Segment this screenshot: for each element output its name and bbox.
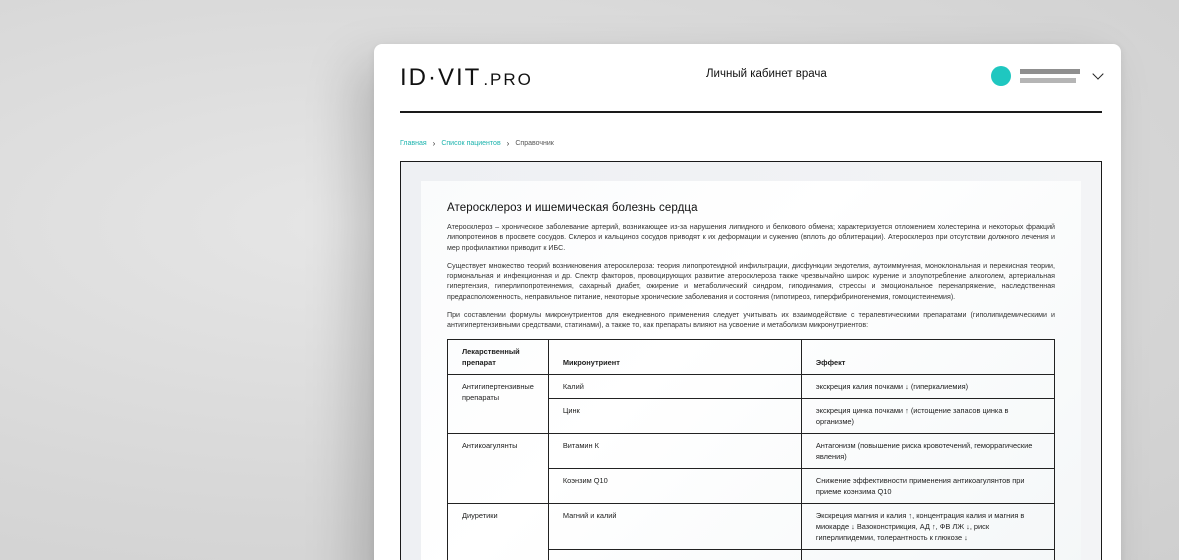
content-panel xyxy=(400,161,1102,560)
article-title: Атеросклероз и ишемическая болезнь сердца xyxy=(447,202,698,214)
header xyxy=(400,44,1102,113)
interaction-table xyxy=(447,339,1055,560)
user-menu[interactable] xyxy=(991,66,1102,86)
article-card xyxy=(421,181,1081,560)
user-subtitle-bar xyxy=(1020,78,1076,83)
micronutrient-cell xyxy=(548,549,801,560)
effect-cell: экскреция калия почками ↓ (гиперкалиемия) xyxy=(801,374,1054,398)
chevron-right-icon: › xyxy=(432,139,436,148)
breadcrumb-home[interactable]: Главная xyxy=(400,140,427,147)
effect-cell: экскреция цинка почками ↑ (истощение запасов цинка в организме) xyxy=(801,398,1054,433)
breadcrumb-current: Справочник xyxy=(515,140,554,147)
table-row xyxy=(448,503,1055,549)
drug-cell: Антигипертензивные препараты xyxy=(448,374,549,433)
effect-cell xyxy=(801,549,1054,560)
breadcrumb xyxy=(400,139,554,148)
avatar[interactable] xyxy=(991,66,1011,86)
micronutrient-cell: Цинк xyxy=(548,398,801,433)
chevron-down-icon[interactable] xyxy=(1092,68,1103,79)
breadcrumb-patients[interactable]: Список пациентов xyxy=(441,140,501,147)
effect-cell: Экскреция магния и калия ↑, концентрация калия и магния в миокарде ↓ Вазоконстрикция, АД ↑, ФВ ЛЖ ↓, риск гиперлипидемии, толерантность к глюкозе ↓ xyxy=(801,503,1054,549)
app-window xyxy=(374,44,1121,560)
chevron-right-icon: › xyxy=(506,139,510,148)
column-header-effect: Эффект xyxy=(801,339,1054,374)
micronutrient-cell: Магний и калий xyxy=(548,503,801,549)
micronutrient-cell: Коэнзим Q10 xyxy=(548,468,801,503)
article-paragraph: Атеросклероз – хроническое заболевание артерий, возникающее из-за нарушения липидного и белкового обмена; характеризуется отложением холестерина и некоторых фракций липопротеинов в просвете сосудов. Склероз и кальциноз сосудов приводят к их деформации и сужению (вплоть до облитерации). Атеросклероз при отсутствии должного лечения и мер профилактики приводит к ИБС. xyxy=(447,223,1055,252)
page-title: Личный кабинет врача xyxy=(706,68,827,80)
micronutrient-cell: Витамин К xyxy=(548,433,801,468)
article-paragraph: Существует множество теорий возникновения атеросклероза: теория липопротеидной инфильтрации, дисфункции эндотелия, аутоиммунная, моноклональная и перекисная теории, гормональная и инфекционная и др. Спектр факторов, провоцирующих развитие атеросклероза также чрезвычайно широк: курение и злоупотребление алкоголем, артериальная гипертензия, гиперлипопротеинемия, сахарный диабет, ожирение и метаболический синдром, гиподинамия, стрессы и эмоциональное перенапряжение, наследственная предрасположенность, неправильное питание, некоторые хронические заболевания и состояния (гипотиреоз, гиперфибриногенемия, гомоцистеинемия). xyxy=(447,261,1055,301)
user-name-placeholder xyxy=(1020,69,1080,83)
effect-cell: Снижение эффективности применения антикоагулянтов при приеме коэнзима Q10 xyxy=(801,468,1054,503)
logo-main: ID·VIT xyxy=(400,64,482,91)
column-header-micronutrient: Микронутриент xyxy=(548,339,801,374)
user-name-bar xyxy=(1020,69,1080,74)
logo[interactable] xyxy=(400,64,533,92)
column-header-drug: Лекарственный препарат xyxy=(448,339,549,374)
table-header-row xyxy=(448,339,1055,374)
micronutrient-cell: Калий xyxy=(548,374,801,398)
drug-cell: Диуретики xyxy=(448,503,549,560)
table-row xyxy=(448,374,1055,398)
table-row xyxy=(448,433,1055,468)
drug-cell: Антикоагулянты xyxy=(448,433,549,503)
logo-pro: .PRO xyxy=(483,70,533,89)
effect-cell: Антагонизм (повышение риска кровотечений, геморрагические явления) xyxy=(801,433,1054,468)
article-paragraph: При составлении формулы микронутриентов для ежедневного применения следует учитывать их взаимодействие с терапевтическими препаратами (гиполипидемическими и антигипертензивными средствами, статинами), а также то, как препараты влияют на усвоение и метаболизм микронутриентов: xyxy=(447,311,1055,330)
